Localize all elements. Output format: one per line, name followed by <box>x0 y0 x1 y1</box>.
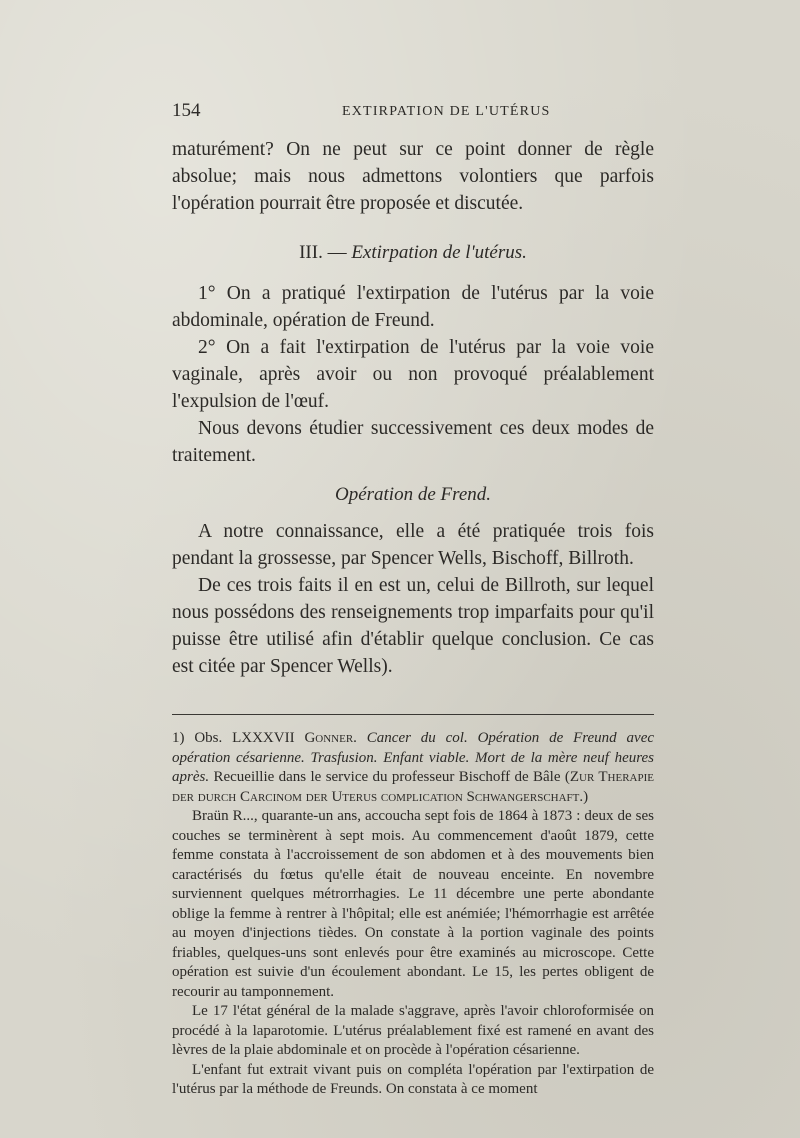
section-title: Extirpation de l'utérus. <box>351 242 527 263</box>
page-number: 154 <box>172 100 201 121</box>
subheading-frend: Opération de Frend. <box>334 484 492 505</box>
footnote-case-history: Braün R..., quarante-un ans, accoucha sept fois de 1864 à 1873 : deux de ses couches se terminèrent à sept mois. Au commencement d'août 1879, cette femme constata à l'accroissement de son abdomen et à des mouvements bien caractérisés du fœtus qu'elle était de nouveau enceinte. En novembre surviennent quelques métrorrhagies. Le 11 décembre une perte abondante oblige la femme à rentrer à l'hôpital; elle est anémiée; l'hémorrhagie est arrêtée au moyen d'injections tièdes. On constate à la portion vaginale des points friables, quelques-uns sont enlevés pour être examinés au microscope. Cette opération est suivie d'un écoulement abondant. Le 15, les pertes obligent de recourir au tamponnement. <box>172 808 654 1000</box>
footnote-author: Gonner. <box>304 730 357 746</box>
footnote-recueil: Recueillie dans le service du professeur Bischoff de Bâle ( <box>213 769 570 785</box>
running-title: EXTIRPATION DE L'UTÉRUS <box>342 104 551 119</box>
intro-paragraph: maturément? On ne peut sur ce point donner de règle absolue; mais nous admettons volontiers que parfois l'opération pourrait être proposée et discutée. <box>172 139 654 214</box>
paragraph-knowledge: A notre connaissance, elle a été pratiquée trois fois pendant la grossesse, par Spencer Wells, Bischoff, Billroth. <box>172 521 654 569</box>
footnote-extirpation: L'enfant fut extrait vivant puis on compléta l'opération par l'extirpation de l'utérus par la méthode de Freunds. On constata à ce moment <box>172 1061 654 1097</box>
footnote <box>172 729 654 1100</box>
paragraph-vaginal: 2° On a fait l'extirpation de l'utérus par la voie voie vaginale, après avoir ou non provoqué préalablement l'expulsion de l'œuf. <box>172 337 654 412</box>
footnote-source: Zur Therapie der durch Carcinom der Uterus complication Schwangerschaft. <box>172 769 655 805</box>
running-head <box>172 100 654 128</box>
footnote-number: 1) Obs. LXXXVII <box>172 730 295 746</box>
footnote-laparotomy: Le 17 l'état général de la malade s'aggrave, après l'avoir chloroformisée on procédé à la laparotomie. L'utérus préalablement fixé est ramené en avant des lèvres de la plaie abdominale et on procède à l'opération césarienne. <box>172 1003 654 1058</box>
footnote-title: Cancer du col. Opération de Freund avec opération césarienne. Trasfusion. Enfant viable. Mort de la mère neuf heures après. <box>172 730 655 785</box>
paragraph-study: Nous devons étudier successivement ces deux modes de traitement. <box>172 418 654 466</box>
book-page <box>172 100 654 1100</box>
paragraph-abdominal: 1° On a pratiqué l'extirpation de l'utérus par la voie abdominale, opération de Freund. <box>172 283 654 331</box>
paragraph-billroth: De ces trois faits il en est un, celui de Billroth, sur lequel nous possédons des renseignements trop imparfaits pour qu'il puisse être utilisé afin d'établir quelque conclusion. Ce cas est citée par Spencer Wells). <box>172 575 654 677</box>
main-text <box>172 136 654 680</box>
footnote-rule <box>172 714 654 715</box>
section-numeral: III. — <box>299 242 347 263</box>
footnote-recueil-end: ) <box>583 788 589 805</box>
section-heading <box>172 239 654 266</box>
footnote-heading <box>172 729 654 807</box>
